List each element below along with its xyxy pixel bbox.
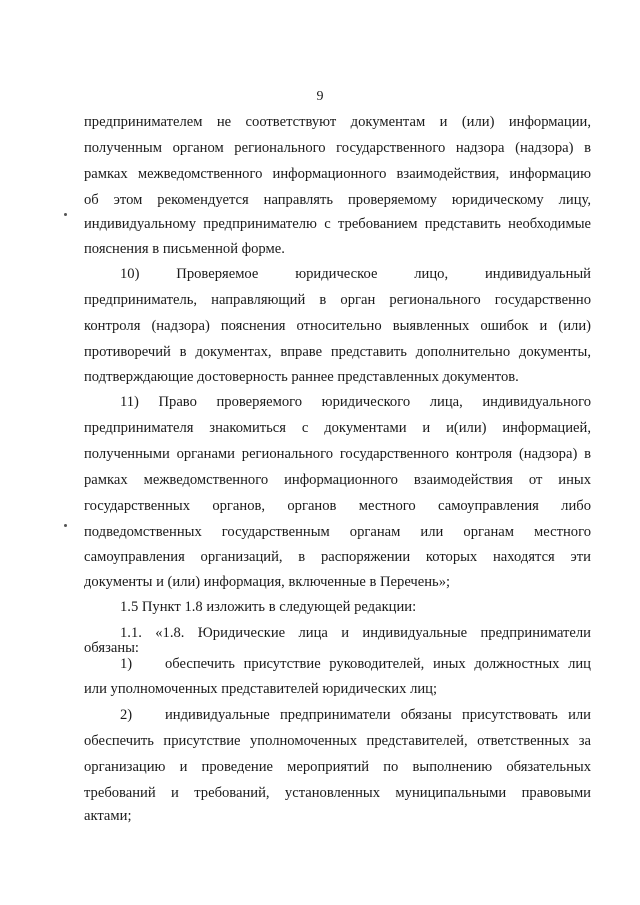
text-line: 1.5 Пункт 1.8 изложить в следующей редакции: [120, 599, 417, 615]
scan-mark [64, 213, 67, 216]
list-marker: 2) [120, 707, 133, 723]
text-line: требований и требований, установленных муниципальными правовыми [84, 785, 591, 801]
text-line: полученным органом регионального государственного надзора (надзора) в [84, 140, 591, 156]
text-line: государственных органов, органов местного самоуправления либо [84, 498, 591, 514]
text-line: индивидуальные предприниматели обязаны присутствовать или [165, 707, 591, 723]
text-line: индивидуальному предпринимателю с требованием представить необходимые [84, 216, 591, 232]
text-line: противоречий в документах, вправе представить дополнительно документы, [84, 344, 591, 360]
scan-mark [64, 524, 67, 527]
text-line: документы и (или) информация, включенные в Перечень»; [84, 574, 451, 590]
text-line: рамках межведомственного информационного взаимодействия, информацию [84, 166, 591, 182]
text-line: организацию и проведение мероприятий по выполнению обязательных [84, 759, 591, 775]
page-number: 9 [316, 89, 324, 104]
text-line: предпринимателя знакомиться с документами и и(или) информацией, [84, 420, 591, 436]
text-line: самоуправления организаций, в распоряжении которых находятся эти [84, 549, 591, 565]
text-line: обязаны: [84, 640, 139, 656]
text-line: предприниматель, направляющий в орган регионального государственно [84, 292, 591, 308]
text-line: 1.1. «1.8. Юридические лица и индивидуальные предприниматели [120, 625, 591, 641]
text-line: полученными органами регионального государственного контроля (надзора) в [84, 446, 591, 462]
text-line: или уполномоченных представителей юридических лиц; [84, 681, 438, 697]
text-line: предпринимателем не соответствуют документам и (или) информации, [84, 114, 591, 130]
list-marker: 1) [120, 656, 133, 672]
text-line: 11) Право проверяемого юридического лица, индивидуального [120, 394, 591, 410]
text-line: об этом рекомендуется направлять проверяемому юридическому лицу, [84, 192, 591, 208]
text-line: обеспечить присутствие руководителей, иных должностных лиц [165, 656, 591, 672]
text-line: пояснения в письменной форме. [84, 241, 285, 257]
text-line: обеспечить присутствие уполномоченных представителей, ответственных за [84, 733, 591, 749]
text-line: рамках межведомственного информационного взаимодействия от иных [84, 472, 591, 488]
text-line: актами; [84, 808, 132, 824]
text-line: контроля (надзора) пояснения относительно выявленных ошибок и (или) [84, 318, 591, 334]
text-line: 10) Проверяемое юридическое лицо, индивидуальный [120, 266, 591, 282]
text-line: подведомственных государственным органам или органам местного [84, 524, 591, 540]
text-line: подтверждающие достоверность раннее представленных документов. [84, 369, 519, 385]
